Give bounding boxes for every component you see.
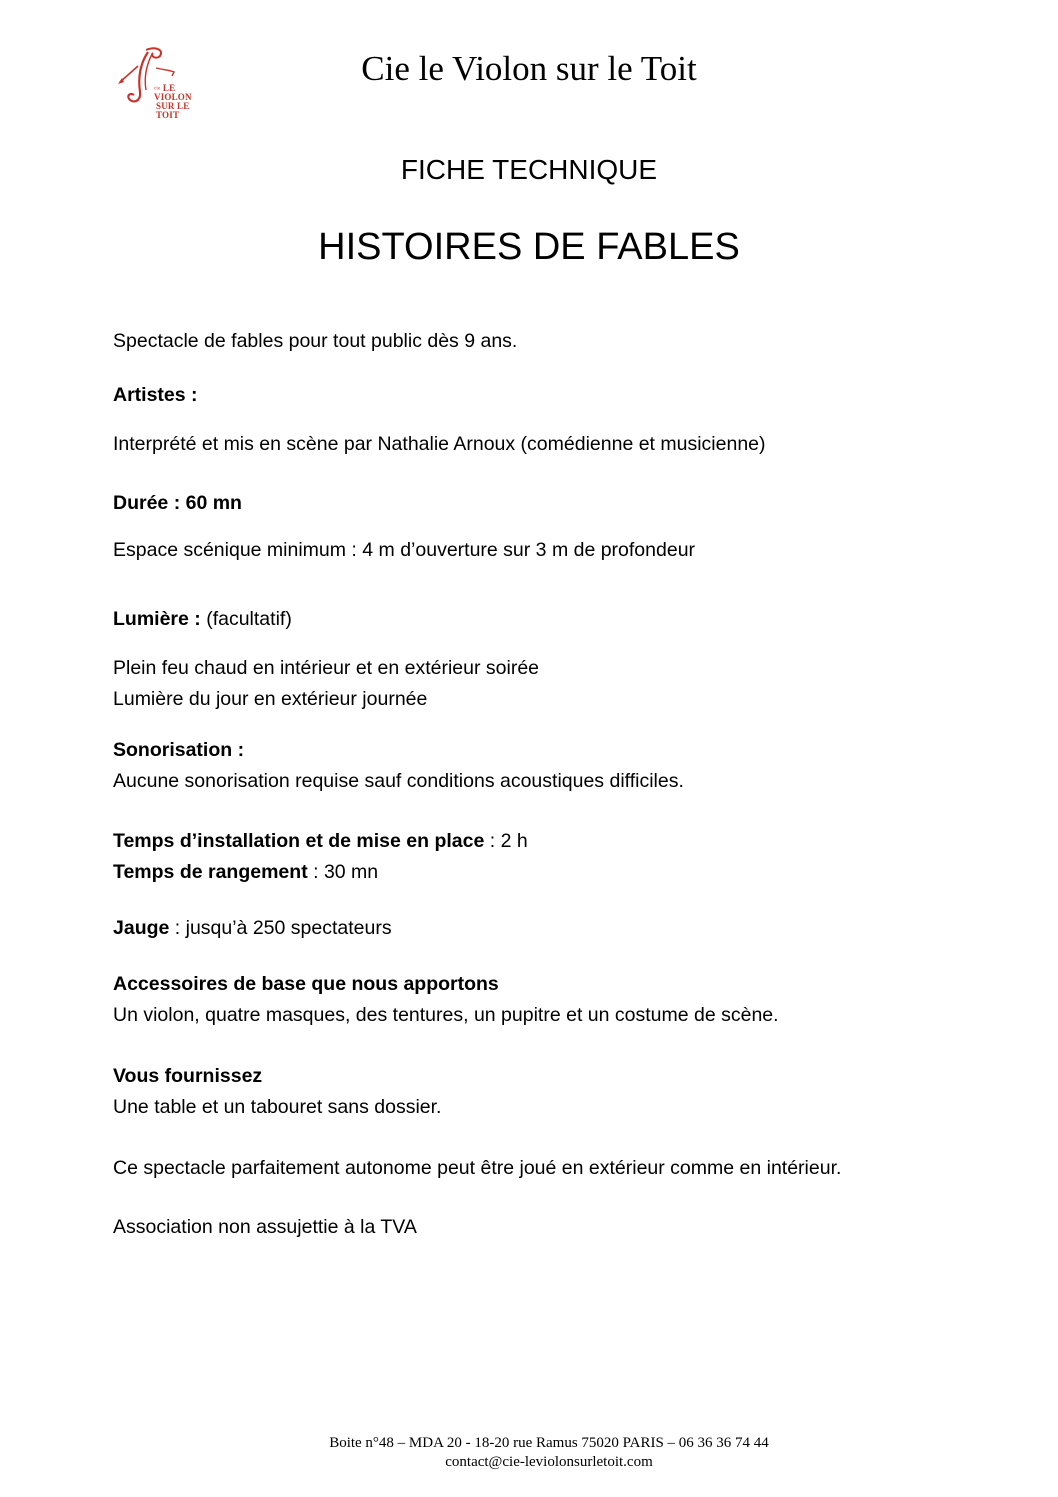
lumiere-note: (facultatif) <box>200 608 292 630</box>
logo-text: cie LE VIOLON SUR LE TOIT <box>154 83 192 121</box>
artistes-heading: Artistes : <box>113 384 198 406</box>
installation-value: : 2 h <box>484 830 528 852</box>
duree-heading: Durée : 60 mn <box>113 492 242 514</box>
lumiere-line-1: Plein feu chaud en intérieur et en extérieur soirée <box>113 657 540 679</box>
espace-text: Espace scénique minimum : 4 m d’ouverture sur 3 m de profondeur <box>113 539 696 561</box>
lumiere-heading: Lumière : <box>113 608 201 630</box>
artistes-text: Interprété et mis en scène par Nathalie Arnoux (comédienne et musicienne) <box>113 433 766 455</box>
footer-email: contact@cie-leviolonsurletoit.com <box>445 1454 653 1470</box>
sono-text: Aucune sonorisation requise sauf conditions acoustiques difficiles. <box>113 770 684 792</box>
rangement-line <box>113 860 378 884</box>
jauge-line <box>113 916 392 940</box>
intro-text: Spectacle de fables pour tout public dès 9 ans. <box>113 330 518 352</box>
installation-line <box>113 829 528 853</box>
footer <box>0 1434 1058 1472</box>
document-kind: FICHE TECHNIQUE <box>400 154 658 185</box>
rangement-heading: Temps de rangement <box>113 861 308 883</box>
lumiere-line-2: Lumière du jour en extérieur journée <box>113 688 428 710</box>
tva-text: Association non assujettie à la TVA <box>113 1216 417 1238</box>
fournir-text: Une table et un tabouret sans dossier. <box>113 1096 442 1118</box>
sono-heading: Sonorisation : <box>113 739 245 761</box>
show-title: HISTOIRES DE FABLES <box>318 226 740 268</box>
autonome-text: Ce spectacle parfaitement autonome peut être joué en extérieur comme en intérieur. <box>113 1157 842 1179</box>
company-name: Cie le Violon sur le Toit <box>361 49 697 88</box>
accessoires-text: Un violon, quatre masques, des tentures, un pupitre et un costume de scène. <box>113 1004 779 1026</box>
accessoires-heading: Accessoires de base que nous apportons <box>113 973 499 995</box>
jauge-value: : jusqu’à 250 spectateurs <box>169 917 392 939</box>
fournir-heading: Vous fournissez <box>113 1065 263 1087</box>
jauge-heading: Jauge <box>113 917 170 939</box>
lumiere-heading-line <box>113 607 292 631</box>
footer-address: Boite n°48 – MDA 20 - 18-20 rue Ramus 75020 PARIS – 06 36 36 74 44 <box>329 1435 769 1451</box>
installation-heading: Temps d’installation et de mise en place <box>113 830 485 852</box>
rangement-value: : 30 mn <box>307 861 379 883</box>
